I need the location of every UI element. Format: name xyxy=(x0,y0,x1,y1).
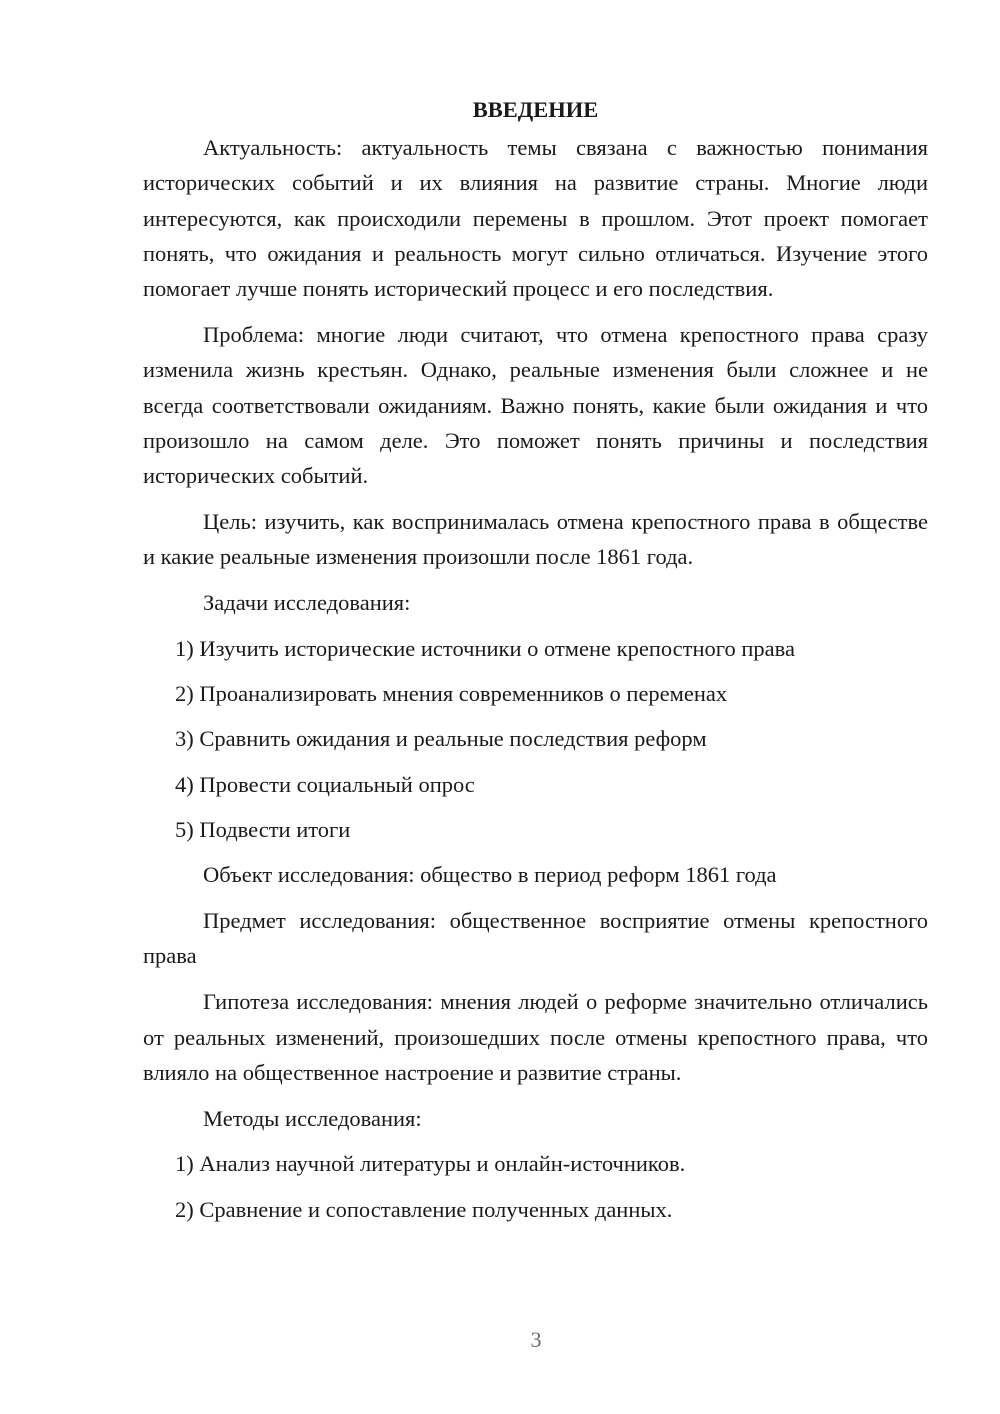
goal-paragraph: Цель: изучить, как воспринималась отмена крепостного права в обществе и какие реальные изменения произошли после 1861 года. xyxy=(143,508,928,570)
methods-list xyxy=(143,1146,928,1227)
method-item: 1) Анализ научной литературы и онлайн-источников. xyxy=(175,1151,686,1177)
object-paragraph: Объект исследования: общество в период реформ 1861 года xyxy=(203,862,777,888)
tasks-label: Задачи исследования: xyxy=(203,590,411,616)
hypothesis-paragraph: Гипотеза исследования: мнения людей о реформе значительно отличались от реальных изменений, произошедших после отмены крепостного права, что влияло на общественное настроение и развитие страны. xyxy=(143,989,928,1085)
task-item: 5) Подвести итоги xyxy=(175,817,351,843)
tasks-list xyxy=(143,631,928,847)
method-item: 2) Сравнение и сопоставление полученных данных. xyxy=(175,1196,673,1222)
problem-paragraph: Проблема: многие люди считают, что отмена крепостного права сразу изменила жизнь крестьян. Однако, реальные изменения были сложнее и не всегда соответствовали ожиданиям. Важно понять, какие были ожидания и что произошло на самом деле. Это поможет понять причины и последствия исторических событий. xyxy=(143,321,928,489)
relevance-paragraph: Актуальность: актуальность темы связана с важностью понимания исторических событий и их влияния на развитие страны. Многие люди интересуются, как происходили перемены в прошлом. Этот проект помогает понять, что ожидания и реальность могут сильно отличаться. Изучение этого помогает лучше понять исторический процесс и его последствия. xyxy=(143,135,928,302)
methods-label: Методы исследования: xyxy=(203,1105,422,1131)
section-title: ВВЕДЕНИЕ xyxy=(472,97,599,122)
task-item: 3) Сравнить ожидания и реальные последствия реформ xyxy=(175,726,707,752)
document-page xyxy=(143,92,928,1237)
task-item: 2) Проанализировать мнения современников о переменах xyxy=(175,681,728,707)
page-number: 3 xyxy=(530,1327,542,1352)
task-item: 1) Изучить исторические источники о отмене крепостного права xyxy=(175,635,795,661)
task-item: 4) Провести социальный опрос xyxy=(175,771,475,797)
subject-paragraph: Предмет исследования: общественное восприятие отмены крепостного права xyxy=(143,908,928,969)
